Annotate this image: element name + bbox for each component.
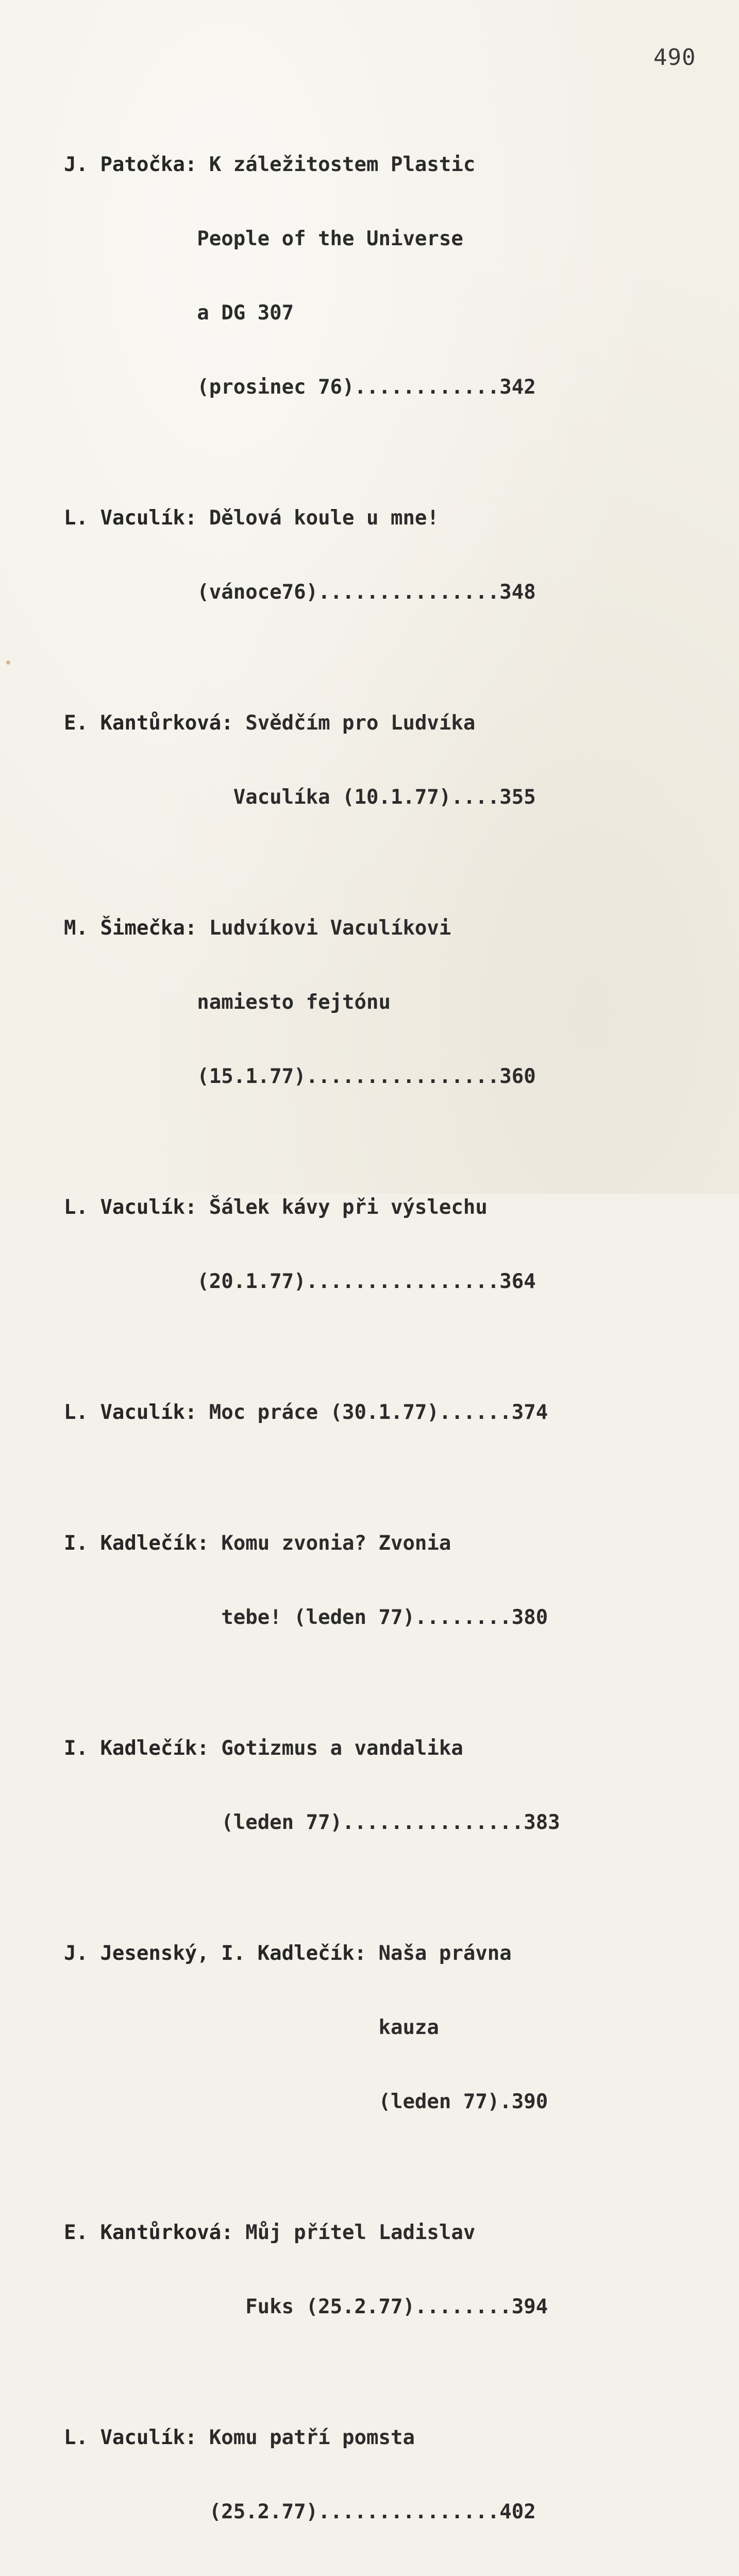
entry-title-line: (20.1.77)................364 bbox=[197, 1270, 536, 1293]
entry-title-line: (25.2.77)...............402 bbox=[209, 2500, 536, 2523]
entry-title-line: namiesto fejtónu bbox=[197, 991, 391, 1014]
entry-title-line: (prosinec 76)............342 bbox=[197, 376, 536, 399]
entry-title-line: Komu patří pomsta bbox=[209, 2426, 415, 2449]
entry-title-line: K záležitostem Plastic bbox=[209, 153, 476, 176]
toc-entry bbox=[64, 103, 703, 449]
table-of-contents bbox=[64, 103, 703, 2576]
toc-entry bbox=[64, 456, 703, 654]
entry-title-line: Ludvíkovi Vaculíkovi bbox=[209, 917, 451, 940]
toc-entry bbox=[64, 1687, 703, 1885]
toc-entry bbox=[64, 1482, 703, 1680]
entry-title-line: Fuks (25.2.77)........394 bbox=[245, 2295, 548, 2318]
entry-title-line: tebe! (leden 77)........380 bbox=[221, 1606, 548, 1629]
toc-entry bbox=[64, 662, 703, 859]
toc-entry bbox=[64, 1351, 703, 1475]
entry-title-line: (leden 77)...............383 bbox=[221, 1811, 560, 1834]
entry-title-line: Komu zvonia? Zvonia bbox=[221, 1532, 451, 1555]
entry-author: L. Vaculík: bbox=[64, 1401, 197, 1424]
entry-title-line: (15.1.77)................360 bbox=[197, 1065, 536, 1088]
entry-title-line: Vaculíka (10.1.77)....355 bbox=[233, 786, 536, 809]
entry-title-line: kauza bbox=[378, 2016, 439, 2039]
entry-title-line: Moc práce (30.1.77)......374 bbox=[209, 1401, 548, 1424]
entry-author: L. Vaculík: bbox=[64, 506, 197, 530]
entry-author: E. Kantůrková: bbox=[64, 711, 233, 735]
entry-author: I. Kadlečík: bbox=[64, 1737, 209, 1760]
entry-author: L. Vaculík: bbox=[64, 2426, 197, 2449]
toc-entry bbox=[64, 867, 703, 1139]
entry-title-line: a DG 307 bbox=[197, 301, 294, 325]
toc-entry bbox=[64, 1146, 703, 1344]
entry-title-line: (leden 77).390 bbox=[378, 2090, 548, 2113]
entry-author: L. Vaculík: bbox=[64, 1196, 197, 1219]
entry-title-line: Šálek kávy při výslechu bbox=[209, 1196, 488, 1219]
toc-entry bbox=[64, 2171, 703, 2369]
entry-author: J. Jesenský, I. Kadlečík: bbox=[64, 1942, 366, 1965]
page-number: 490 bbox=[653, 44, 696, 71]
entry-title-line: (vánoce76)...............348 bbox=[197, 581, 536, 604]
entry-title-line: Můj přítel Ladislav bbox=[245, 2221, 476, 2244]
entry-title-line: Dělová koule u mne! bbox=[209, 506, 439, 530]
entry-title-line: Gotizmus a vandalika bbox=[221, 1737, 463, 1760]
entry-title-line: Naša právna bbox=[378, 1942, 512, 1965]
entry-author: E. Kantůrková: bbox=[64, 2221, 233, 2244]
entry-title-line: Svědčím pro Ludvíka bbox=[245, 711, 476, 735]
toc-entry bbox=[64, 2376, 703, 2574]
entry-author: J. Patočka: bbox=[64, 153, 197, 176]
entry-title-line: People of the Universe bbox=[197, 227, 463, 250]
entry-author: I. Kadlečík: bbox=[64, 1532, 209, 1555]
toc-entry bbox=[64, 1892, 703, 2164]
ink-spot bbox=[6, 660, 10, 665]
entry-author: M. Šimečka: bbox=[64, 917, 197, 940]
